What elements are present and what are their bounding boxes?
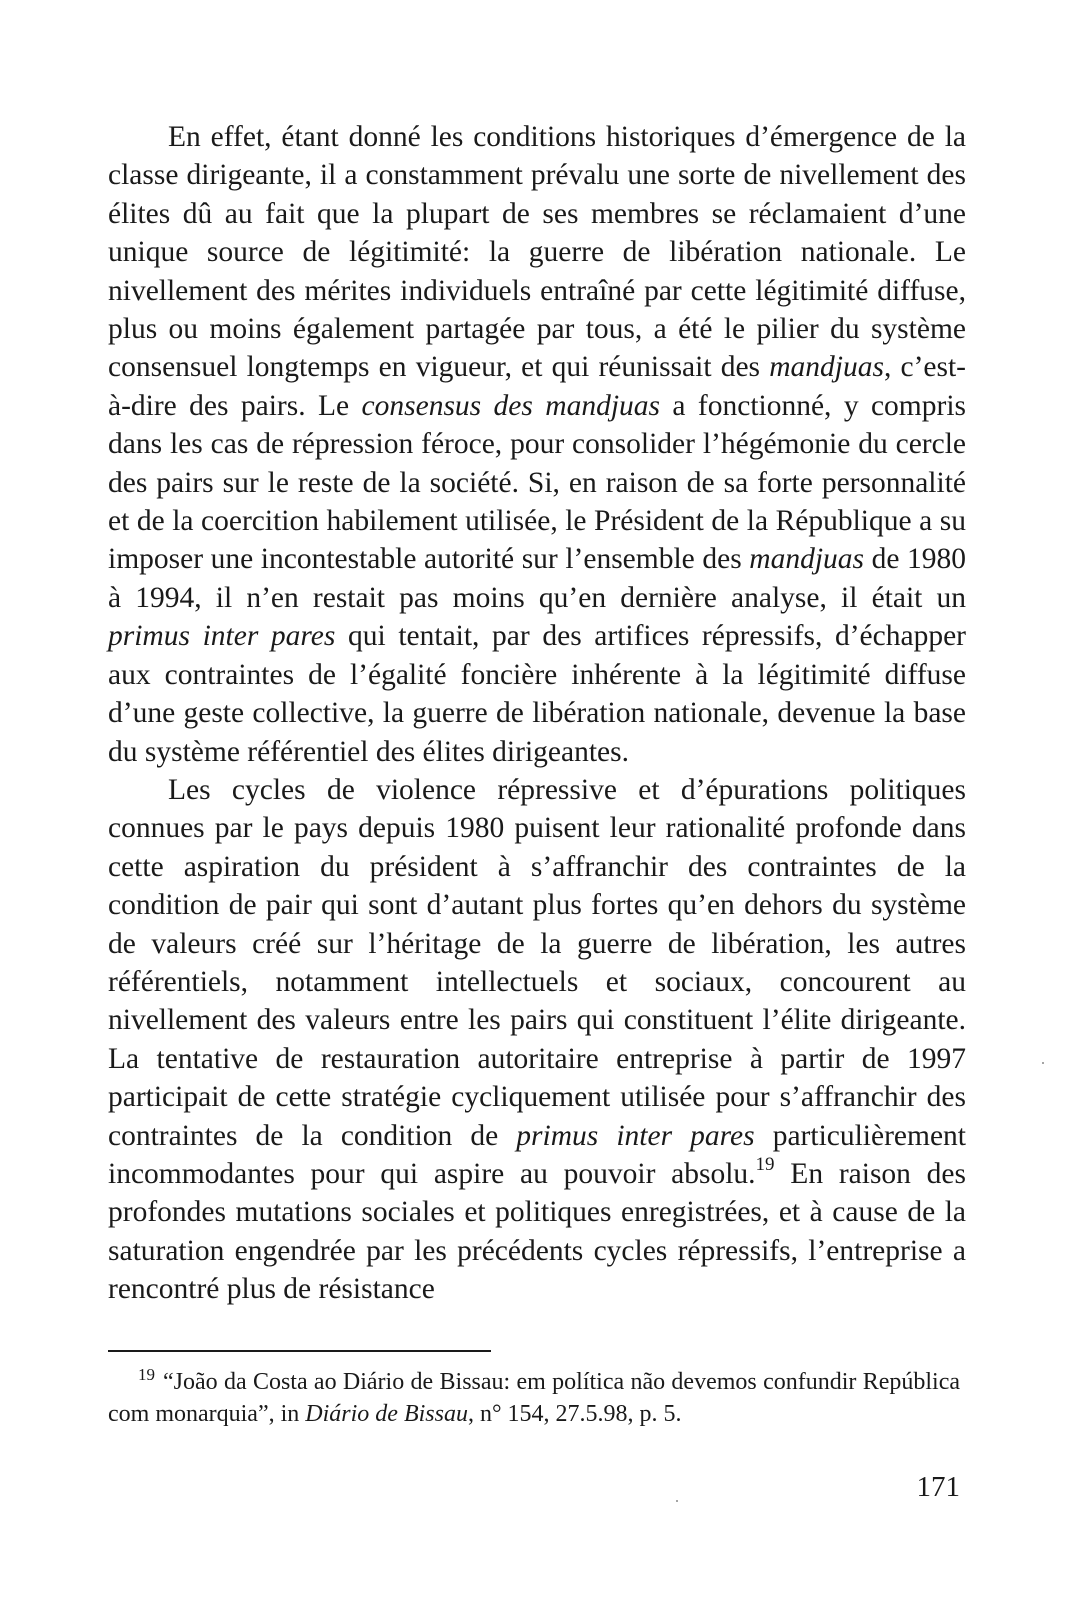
italic-term: primus inter pares <box>108 620 336 653</box>
paragraph-1 <box>108 118 966 771</box>
italic-term: primus inter pares <box>516 1119 755 1152</box>
scan-speck <box>676 1500 678 1502</box>
paragraph-1-text: de 1980 à 1994, il n’en restait pas moins qu’en dernière analyse, il était un <box>108 543 967 614</box>
footnote-italic-title: Diário de Bissau <box>305 1401 468 1427</box>
page-number: 171 <box>916 1471 960 1503</box>
footnote: 19 “João da Costa ao Diário de Bissau: em política não devemos confundir República com monarquia”, in Diário de Bissau, n° 154, 27.5.98, p. 5. <box>108 1365 960 1427</box>
paragraph-2 <box>108 771 966 1309</box>
footnote-reference[interactable]: 19 <box>755 1154 775 1176</box>
scan-speck <box>1042 1062 1044 1064</box>
paragraph-2-text: Les cycles de violence répressive et d’épurations politiques connues par le pays depuis 1980 puisent leur rationalité profonde dans cette aspiration du président à s’affranchir des contraintes de la condition de pair qui sont d’autant plus fortes qu’en dehors du système de valeurs créé sur l’héritage de la guerre de libération, les autres référentiels, notamment intellectuels et sociaux, concourent au nivellement des valeurs entre les pairs qui constituent l’élite dirigeante. La tentative de restauration autoritaire entreprise à partir de 1997 participait de cette stratégie cycliquement utilisée pour s’affranchir des contraintes de la condition de <box>108 773 966 1152</box>
footnote-text: “João da Costa ao Diário de Bissau: em política não devemos confundir República com monarquia”, in <box>108 1369 960 1427</box>
paragraph-1-text: qui tentait, par des artifices répressifs, d’échapper aux contraintes de l’égalité foncière inhérente à la légitimité diffuse d’une geste collective, la guerre de libération nationale, devenue la base du système référentiel des élites dirigeantes. <box>108 620 966 768</box>
footnote-separator <box>108 1350 491 1352</box>
paragraph-1-text: , c’est-à-dire des pairs. Le <box>108 351 966 422</box>
paragraph-2-text: particulièrement incommodantes pour qui aspire au pouvoir absolu. <box>108 1119 966 1190</box>
italic-term: consensus des mandjuas <box>361 389 661 422</box>
paragraph-1-text: En effet, étant donné les conditions historiques d’émergence de la classe dirigeante, il a constamment prévalu une sorte de nivellement des élites dû au fait que la plupart de ses membres se réclamaient d’une unique source de légitimité: la guerre de libération nationale. Le nivellement des mérites individuels entraîné par cette légitimité diffuse, plus ou moins également partagée par tous, a été le pilier du système consensuel longtemps en vigueur, et qui réunissait des <box>108 121 966 384</box>
paragraph-2-text: En raison des profondes mutations sociales et politiques enregistrées, et à cause de la saturation engendrée par les précédents cycles répressifs, l’entreprise a rencontré plus de résistance <box>108 1157 966 1306</box>
italic-term: mandjuas <box>749 543 864 576</box>
footnote-text: , n° 154, 27.5.98, p. 5. <box>467 1401 682 1427</box>
main-text <box>108 118 966 1309</box>
italic-term: mandjuas <box>769 351 884 384</box>
paragraph-1-text: a fonctionné, y compris dans les cas de répression féroce, pour consolider l’hégémonie du cercle des pairs sur le reste de la société. Si, en raison de sa forte personnalité et de la coercition habilement utilisée, le Président de la République a su imposer une incontestable autorité sur l’ensemble des <box>108 389 967 576</box>
